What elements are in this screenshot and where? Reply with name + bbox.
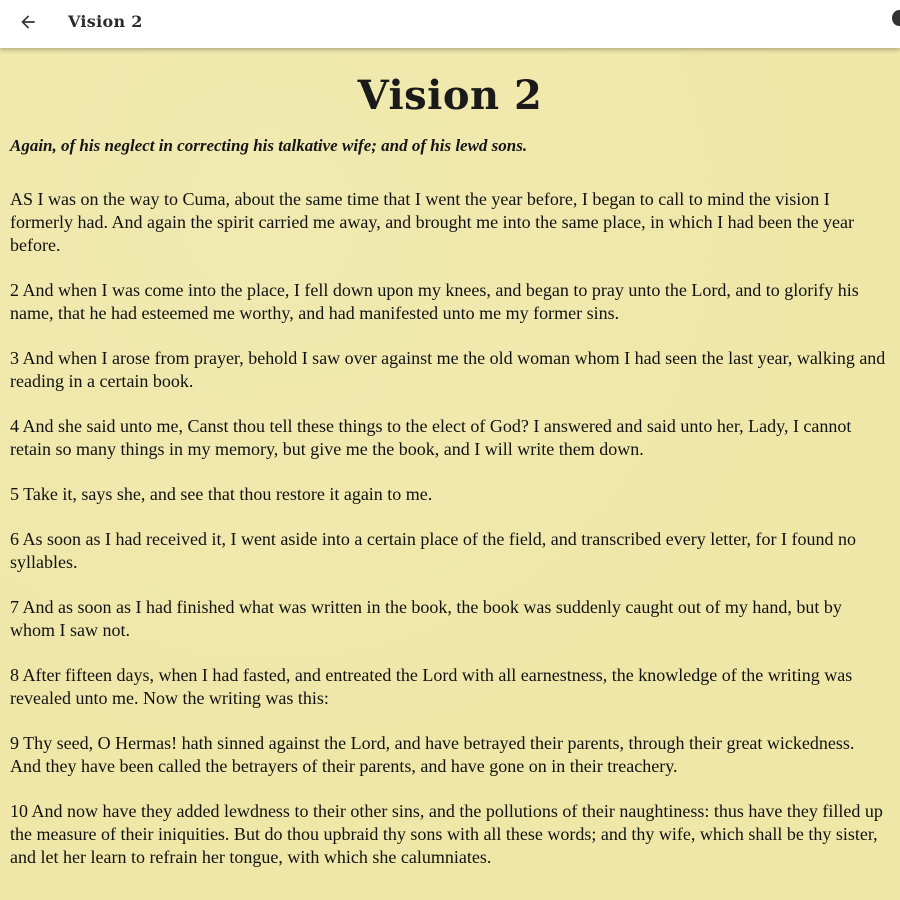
verse: 5 Take it, says she, and see that thou restore it again to me.	[10, 484, 433, 504]
verse: 9 Thy seed, O Hermas! hath sinned against the Lord, and have betrayed their parents, through their great wickedness. And they have been called the betrayers of their parents, and have gone on in their treachery.	[10, 733, 855, 776]
verse: 7 And as soon as I had finished what was written in the book, the book was suddenly caught out of my hand, but by whom I saw not.	[10, 597, 842, 640]
reading-pane[interactable]	[0, 48, 900, 900]
verse-list	[10, 188, 886, 869]
verse: 10 And now have they added lewdness to their other sins, and the pollutions of their naughtiness: thus have they filled up the measure of their iniquities. But do thou upbraid thy sons with all these words; and thy wife, which shall be thy sister, and let her learn to refrain her tongue, with which she calumniates.	[10, 801, 883, 867]
app-toolbar	[0, 0, 900, 48]
verse: 8 After fifteen days, when I had fasted, and entreated the Lord with all earnestness, the knowledge of the writing was revealed unto me. Now the writing was this:	[10, 665, 853, 708]
chapter-subtitle: Again, of his neglect in correcting his talkative wife; and of his lewd sons.	[10, 136, 528, 155]
verse: 2 And when I was come into the place, I fell down upon my knees, and began to pray unto the Lord, and to glorify his name, that he had esteemed me worthy, and had manifested unto me my former sins.	[10, 280, 859, 323]
toolbar-title: Vision 2	[68, 12, 143, 31]
verse: 6 As soon as I had received it, I went aside into a certain place of the field, and transcribed every letter, for I found no syllables.	[10, 529, 856, 572]
verse: AS I was on the way to Cuma, about the same time that I went the year before, I began to call to mind the vision I formerly had. And again the spirit carried me away, and brought me into the same place, in which I had been the year before.	[10, 189, 855, 255]
verse: 4 And she said unto me, Canst thou tell these things to the elect of God? I answered and said unto her, Lady, I cannot retain so many things in my memory, but give me the book, and I will write them down.	[10, 416, 852, 459]
arrow-left-icon	[18, 12, 38, 32]
chapter-title: Vision 2	[357, 72, 543, 119]
back-button[interactable]	[10, 4, 46, 40]
verse: 3 And when I arose from prayer, behold I saw over against me the old woman whom I had seen the last year, walking and reading in a certain book.	[10, 348, 886, 391]
more-vert-icon[interactable]	[892, 10, 900, 26]
